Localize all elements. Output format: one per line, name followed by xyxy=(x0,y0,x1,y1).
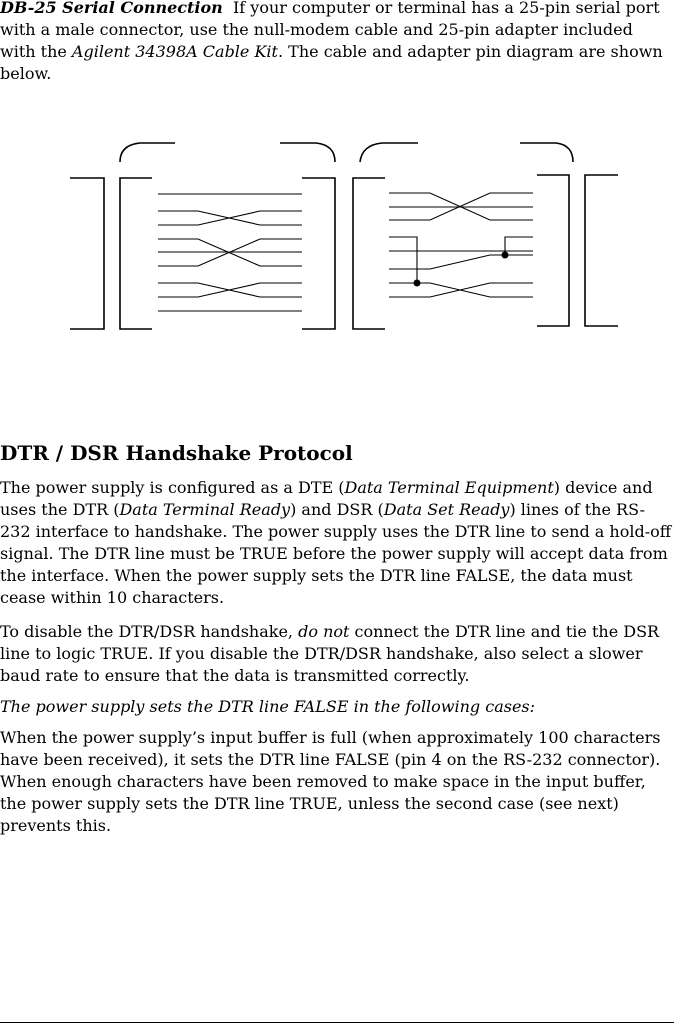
footer-rule xyxy=(0,1022,674,1023)
adapter-left-hood xyxy=(360,143,418,162)
disable-text-a: To disable the DTR/DSR handshake, xyxy=(0,622,299,641)
cable-wires xyxy=(158,194,302,311)
adapter-right-hood xyxy=(520,143,573,162)
left-connector-bracket xyxy=(70,178,104,329)
kit-name: Agilent 34398A Cable Kit xyxy=(71,42,278,61)
dsr-term: Data Set Ready xyxy=(383,500,510,519)
adapter-wires xyxy=(389,193,533,297)
cable-right-bracket xyxy=(302,178,335,329)
dtr-term: Data Terminal Ready xyxy=(119,500,291,519)
adapter-junction-dot xyxy=(414,280,421,287)
intro-heading: DB-25 Serial Connection xyxy=(0,0,223,17)
dte-text-a: The power supply is configured as a DTE ( xyxy=(0,478,345,497)
adapter-right-bracket xyxy=(537,175,569,326)
disable-text-b: connect the DTR line and tie the DSR line to logic TRUE. If you disable the DTR/DSR handshake, also select a slower baud rate to ensure that the data is transmitted correctly. xyxy=(0,622,660,685)
cases-intro: The power supply sets the DTR line FALSE in the following cases: xyxy=(0,697,536,716)
cable-right-hood xyxy=(280,143,335,162)
right-connector-bracket xyxy=(585,175,618,326)
dte-text-c: ) and DSR ( xyxy=(290,500,384,519)
do-not-emphasis: do not xyxy=(298,622,350,641)
cable-adapter-pin-diagram xyxy=(0,125,674,340)
section-title: DTR / DSR Handshake Protocol xyxy=(0,441,353,465)
intro-paragraph xyxy=(0,0,672,85)
buffer-full-paragraph: When the power supply’s input buffer is full (when approximately 100 characters have been received), it sets the DTR line FALSE (pin 4 on the RS-232 connector). When enough characters have been removed to make space in the input buffer, the power supply sets the DTR line TRUE, unless the second case (see next) prevents this. xyxy=(0,728,661,835)
adapter-left-bracket xyxy=(353,178,385,329)
dte-paragraph xyxy=(0,477,672,609)
dte-text-d: ) lines of the RS-232 interface to handshake. The power supply uses the DTR line to send a hold-off signal. The DTR line must be TRUE before the power supply will accept data from the interface. When the power supply sets the DTR line FALSE, the data must cease within 10 characters. xyxy=(0,500,672,607)
intro-text-2: . The cable and adapter pin diagram are shown below. xyxy=(0,42,663,83)
adapter-junction-dot xyxy=(502,252,509,259)
cable-left-hood xyxy=(120,143,175,162)
dte-text-b: ) device and uses the DTR ( xyxy=(0,478,653,519)
cable-left-bracket xyxy=(120,178,152,329)
dte-term: Data Terminal Equipment xyxy=(344,478,554,497)
intro-text-1: If your computer or terminal has a 25-pin serial port with a male connector, use the null-modem cable and 25-pin adapter included with the xyxy=(0,0,660,61)
disable-paragraph xyxy=(0,621,672,687)
